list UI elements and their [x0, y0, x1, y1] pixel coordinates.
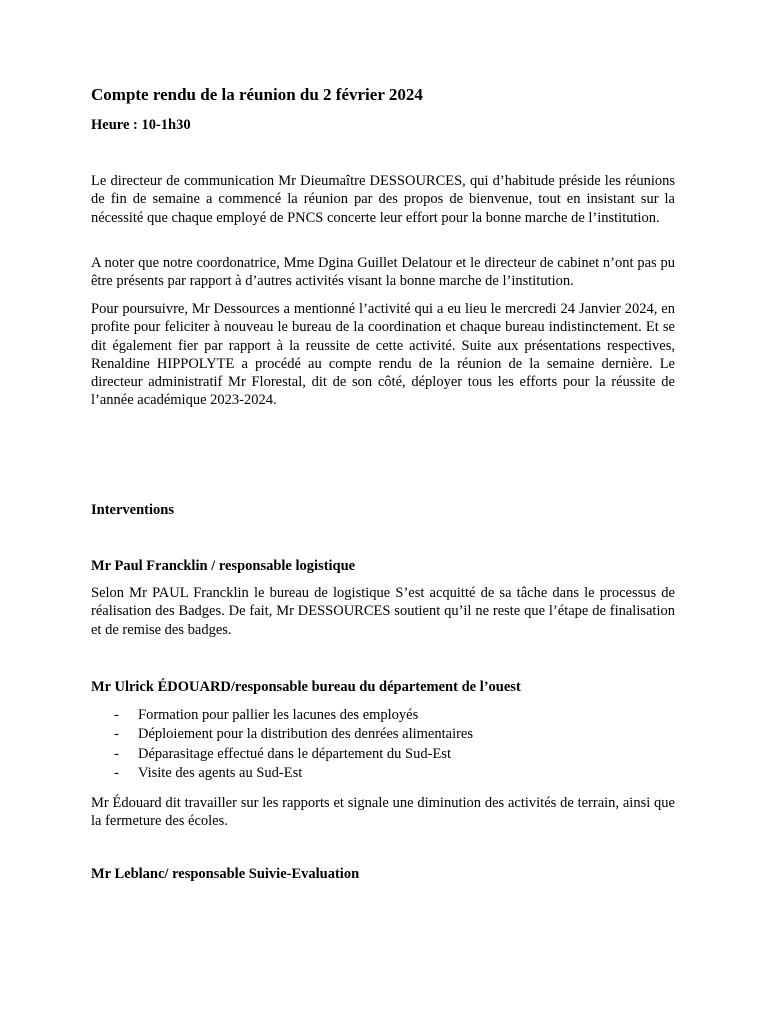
list-item-text: Formation pour pallier les lacunes des employés [138, 707, 419, 723]
bullet-marker: - [114, 707, 119, 723]
intervention-text-francklin: Selon Mr PAUL Francklin le bureau de logistique S’est acquitté de sa tâche dans le processus de réalisation des Badges. De fait, Mr DESSOURCES soutient qu’il ne reste que l’étape de finalisation et de remise des badges. [91, 585, 675, 638]
bullet-marker: - [114, 745, 119, 762]
intervention-heading-francklin: Mr Paul Francklin / responsable logistique [91, 558, 356, 574]
intervention-text-edouard: Mr Édouard dit travailler sur les rapports et signale une diminution des activités de terrain, ainsi que la fermeture des écoles. [91, 795, 675, 830]
intervention-heading-leblanc: Mr Leblanc/ responsable Suivie-Evaluation [91, 866, 360, 882]
bullet-marker: - [114, 764, 119, 781]
paragraph-absences: A noter que notre coordonatrice, Mme Dgina Guillet Delatour et le directeur de cabinet n’ont pas pu être présents par rapport à d’autres activités visant la bonne marche de l’institution. [91, 255, 675, 290]
interventions-heading: Interventions [91, 502, 174, 518]
intervention-heading-edouard: Mr Ulrick ÉDOUARD/responsable bureau du département de l’ouest [91, 679, 521, 695]
list-item [114, 725, 473, 744]
bullet-marker: - [114, 726, 119, 743]
list-item-text: Déploiement pour la distribution des denrées alimentaires [138, 726, 474, 743]
paragraph-activities: Pour poursuivre, Mr Dessources a mentionné l’activité qui a eu lieu le mercredi 24 Janvier 2024, en profite pour feliciter à nouveau le bureau de la coordination et chaque bureau indistinctement. Et se dit également fier par rapport à la reussite de cette activité. Suite aux présentations respectives, Renaldine HIPPOLYTE a procédé au compte rendu de la réunion de la semaine dernière. Le directeur administratif Mr Florestal, dit de son côté, déployer tous les efforts pour la réussite de l’année académique 2023-2024. [91, 301, 675, 409]
paragraph-opening: Le directeur de communication Mr Dieumaître DESSOURCES, qui d’habitude préside les réunions de fin de semaine a commencé la réunion par des propos de bienvenue, tout en insistant sur la nécessité que chaque employé de PNCS concerte leur effort pour la bonne marche de l’institution. [91, 173, 675, 226]
list-item [114, 706, 473, 725]
bullet-list-edouard [114, 706, 473, 783]
list-item-text: Déparasitage effectué dans le département du Sud-Est [138, 745, 451, 762]
list-item [114, 745, 473, 764]
list-item [114, 764, 473, 783]
document-title: Compte rendu de la réunion du 2 février 2024 [91, 85, 423, 104]
list-item-text: Visite des agents au Sud-Est [138, 764, 303, 781]
meeting-time: Heure : 10-1h30 [91, 117, 191, 133]
